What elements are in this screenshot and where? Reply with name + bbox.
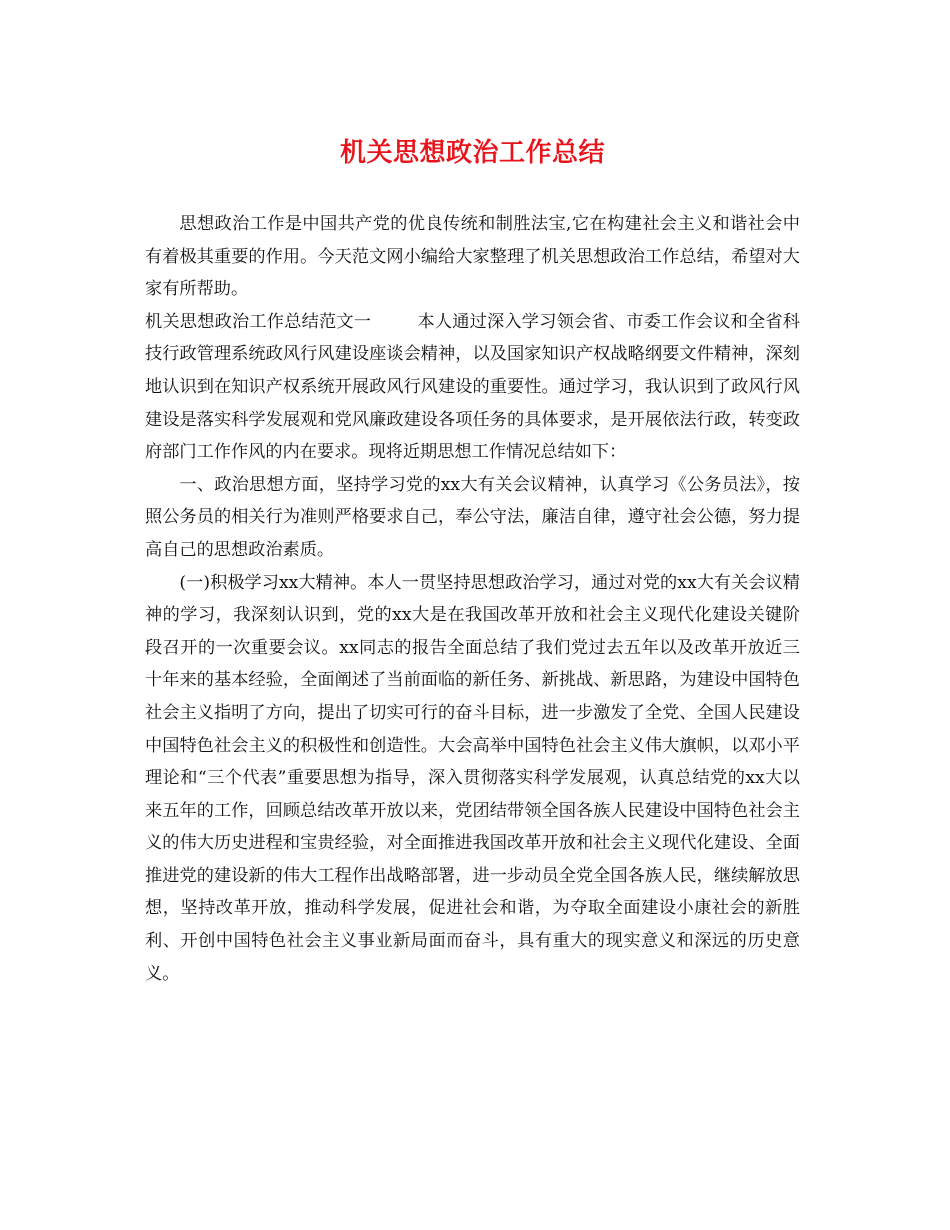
document-title: 机关思想政治工作总结: [339, 138, 605, 168]
political-thought-paragraph: 一、政治思想方面，坚持学习党的xx大有关会议精神，认真学习《公务员法》，按照公务员的相关行为准则严格要求自己，奉公守法，廉洁自律，遵守社会公德，努力提高自己的思想政治素质。: [145, 474, 800, 560]
document-body: [145, 208, 800, 990]
study-spirit-paragraph: (一)积极学习xx大精神。本人一贯坚持思想政治学习，通过对党的xx大有关会议精神的学习，我深刻认识到，党的xx大是在我国改革开放和社会主义现代化建设关键阶段召开的一次重要会议。xx同志的报告全面总结了我们党过去五年以及改革开放近三十年来的基本经验，全面阐述了当前面临的新任务、新挑战、新思路，为建设中国特色社会主义指明了方向，提出了切实可行的奋斗目标，进一步激发了全党、全国人民建设中国特色社会主义的积极性和创造性。大会高举中国特色社会主义伟大旗帜，以邓小平理论和“三个代表”重要思想为指导，深入贯彻落实科学发展观，认真总结党的xx大以来五年的工作，回顾总结改革开放以来，党团结带领全国各族人民建设中国特色社会主义的伟大历史进程和宝贵经验，对全面推进我国改革开放和社会主义现代化建设、全面推进党的建设新的伟大工程作出战略部署，进一步动员全党全国各族人民，继续解放思想，坚持改革开放，推动科学发展，促进社会和谐，为夺取全面建设小康社会的新胜利、开创中国特色社会主义事业新局面而奋斗，具有重大的现实意义和深远的历史意义。: [145, 572, 800, 984]
sample-text: 本人通过深入学习领会省、市委工作会议和全省科技行政管理系统政风行风建设座谈会精神，以及国家知识产权战略纲要文件精神，深刻地认识到在知识产权系统开展政风行风建设的重要性。通过学习，我认识到了政风行风建设是落实科学发展观和党风廉政建设各项任务的具体要求，是开展依法行政，转变政府部门工作作风的内在要求。现将近期思想工作情况总结如下：: [145, 311, 800, 463]
sample-heading: 机关思想政治工作总结范文一: [145, 311, 372, 332]
intro-paragraph: 思想政治工作是中国共产党的优良传统和制胜法宝,它在构建社会主义和谐社会中有着极其重要的作用。今天范文网小编给大家整理了机关思想政治工作总结，希望对大家有所帮助。: [145, 214, 800, 300]
sample-paragraph: [145, 306, 800, 469]
